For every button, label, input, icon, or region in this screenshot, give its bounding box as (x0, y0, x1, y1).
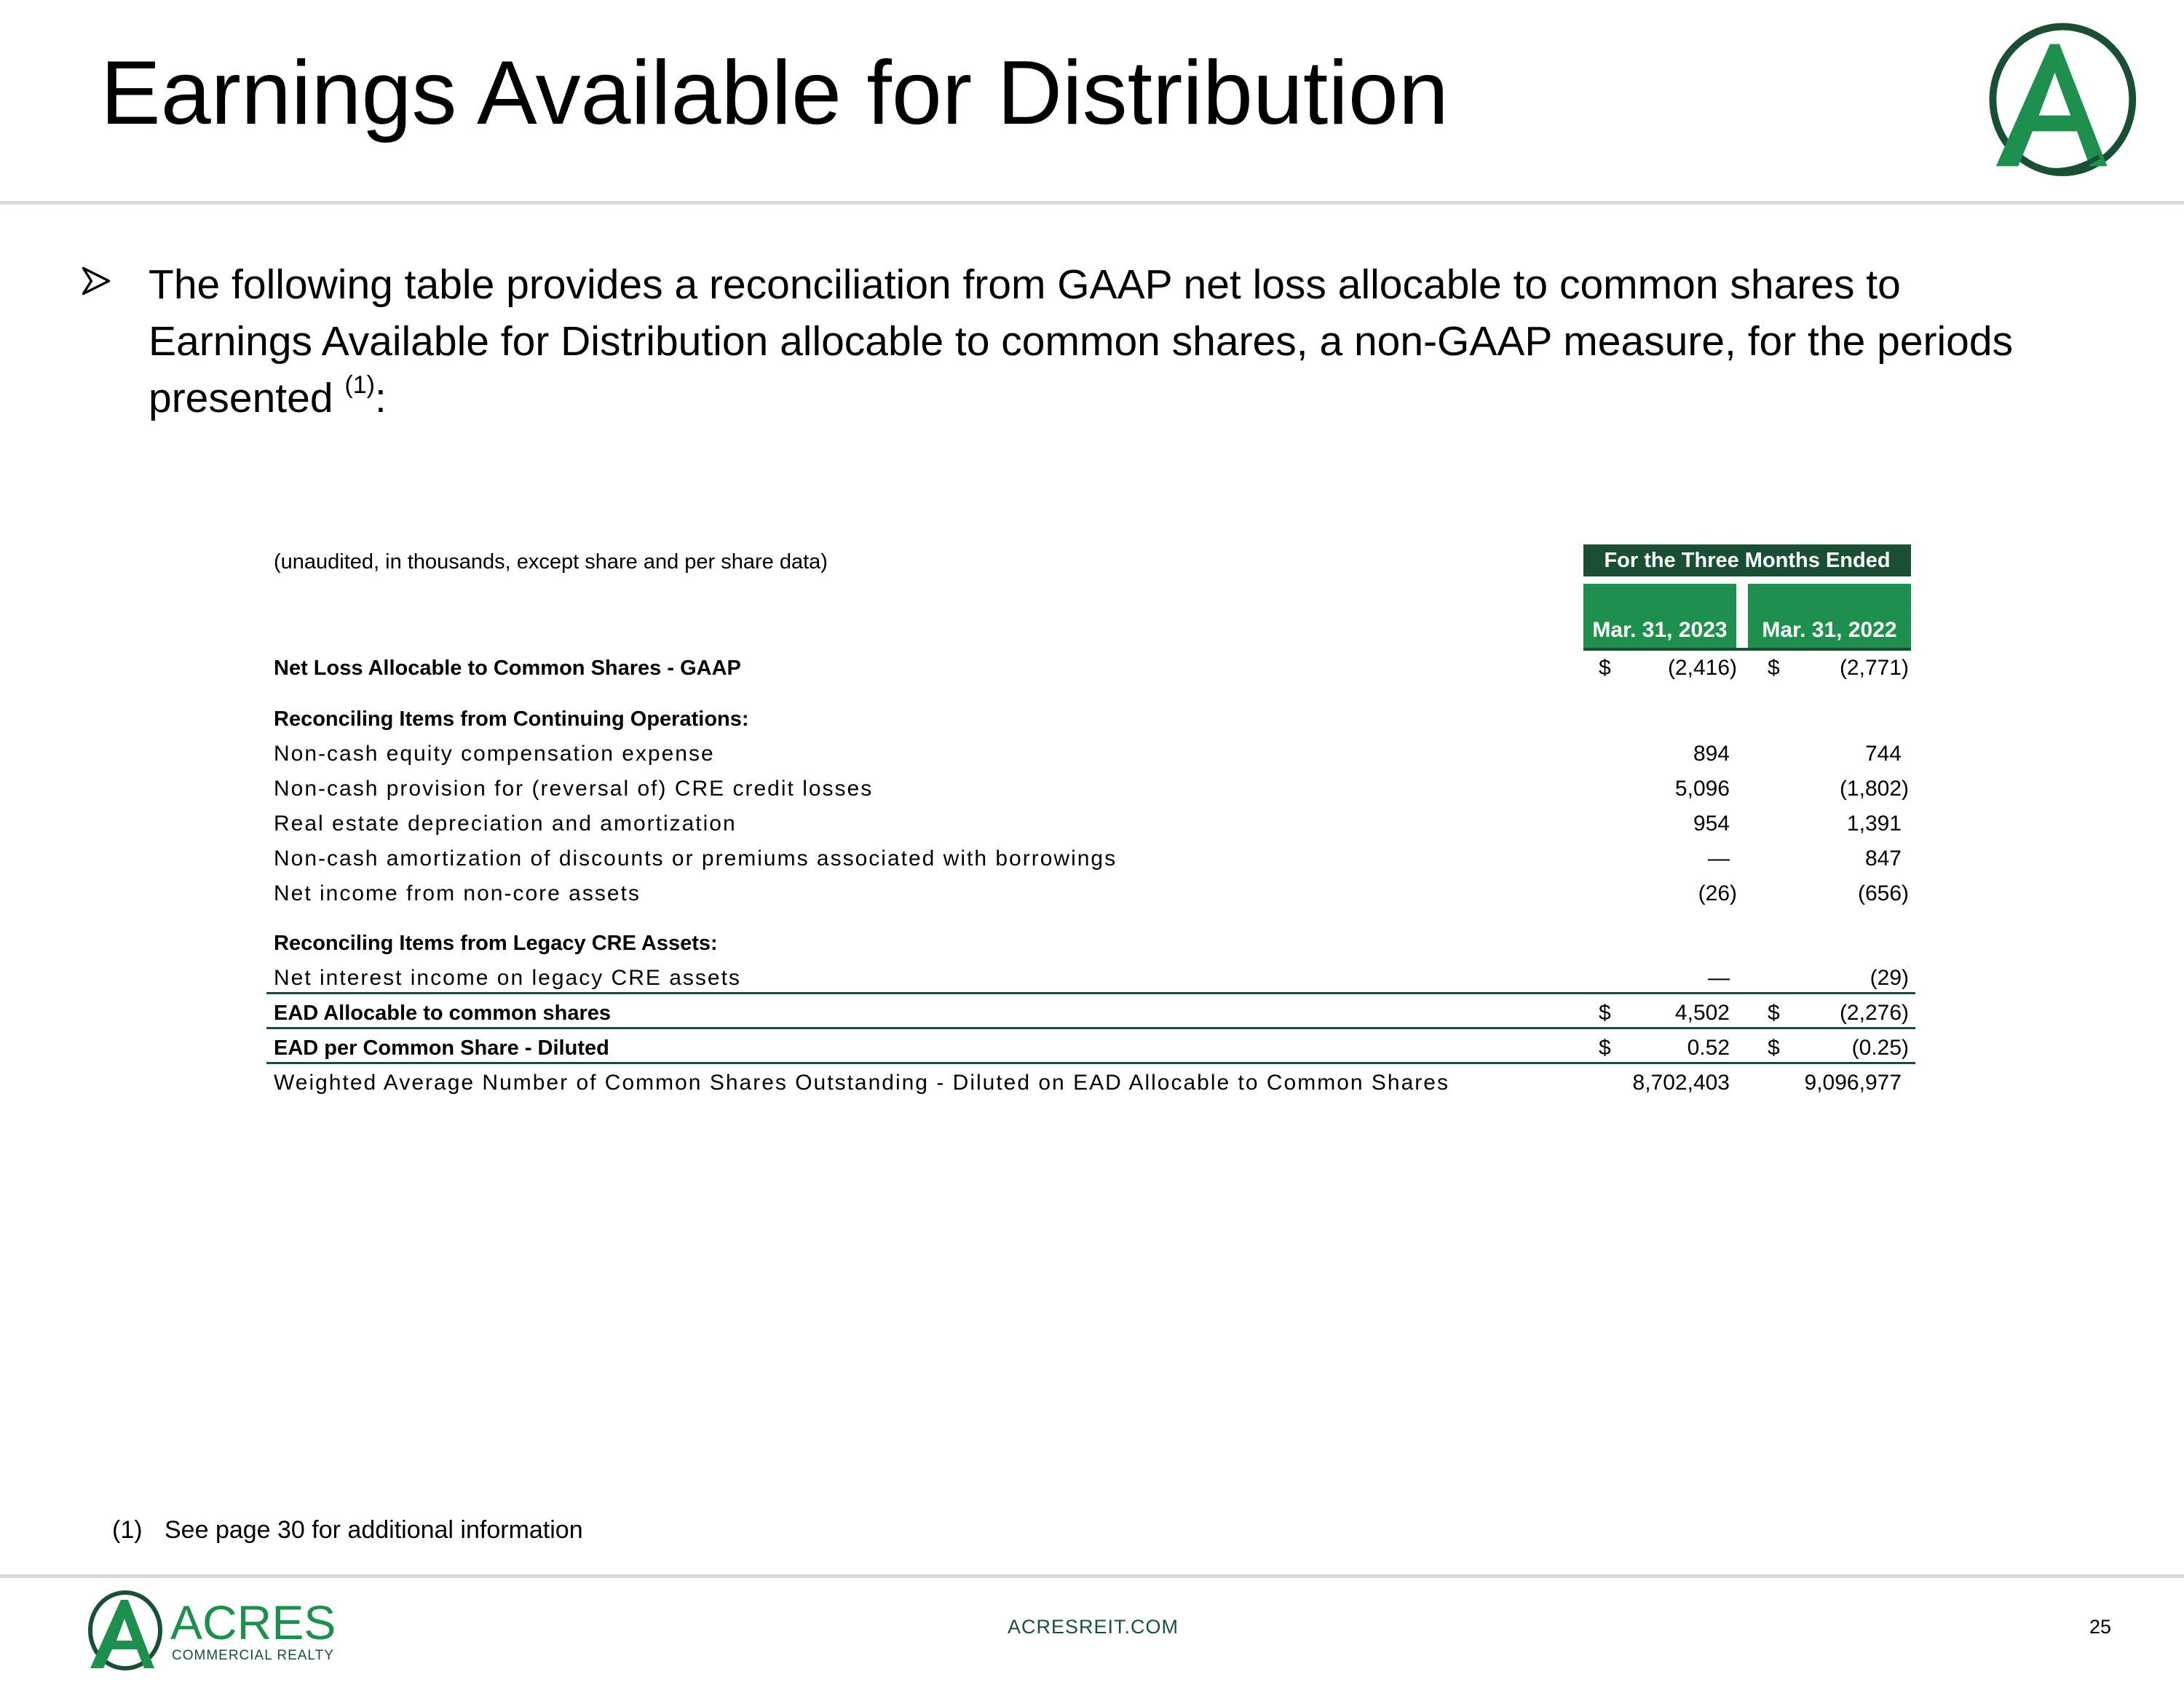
row-label-depreciation: Real estate depreciation and amortization (274, 812, 737, 836)
footer-brand: ACRES (170, 1595, 336, 1649)
table-caption: (unaudited, in thousands, except share and per share data) (274, 550, 828, 574)
value-2023: 4,502 (1674, 1001, 1730, 1025)
website-link[interactable]: ACRESREIT.COM (1008, 1616, 1179, 1638)
row-label-equity-comp: Non-cash equity compensation expense (274, 742, 715, 766)
footnote-number: (1) (112, 1516, 143, 1544)
period-header: For the Three Months Ended (1583, 544, 1911, 576)
value-2023: — (1708, 966, 1730, 990)
row-label-credit-losses: Non-cash provision for (reversal of) CRE credit losses (274, 777, 874, 801)
table-rule (266, 992, 1915, 994)
page-title: Earnings Available for Distribution (100, 43, 1449, 143)
value-2022: (29) (1870, 966, 1909, 990)
row-label-legacy-interest: Net interest income on legacy CRE assets (274, 966, 741, 990)
value-2022: (0.25) (1851, 1036, 1909, 1060)
value-2022: (1,802) (1839, 777, 1909, 801)
row-label-ead-per-share: EAD per Common Share - Diluted (274, 1036, 609, 1060)
currency-symbol: $ (1599, 1001, 1611, 1025)
footnote-text: See page 30 for additional information (165, 1516, 583, 1544)
table-rule (266, 1062, 1915, 1064)
value-2022: (656) (1857, 881, 1909, 905)
currency-symbol: $ (1599, 656, 1611, 680)
value-2023: 0.52 (1687, 1036, 1730, 1060)
header-underline (1583, 648, 1911, 651)
value-2022: 744 (1864, 742, 1902, 766)
footer-divider (0, 1574, 2184, 1578)
column-header-2023: Mar. 31, 2023 (1583, 584, 1736, 648)
intro-suffix: : (374, 375, 387, 421)
currency-symbol: $ (1768, 656, 1780, 680)
row-label-non-core: Net income from non-core assets (274, 881, 641, 905)
intro-body: The following table provides a reconciliation from GAAP net loss allocable to common shares to Earnings Available for Distribution allocable to common shares, a non-GAAP measure, for the periods presented (149, 261, 2014, 421)
footer-brand-sub: COMMERCIAL REALTY (172, 1648, 334, 1663)
value-2022: 847 (1864, 847, 1902, 871)
header-divider (0, 201, 2184, 205)
value-2023: — (1708, 847, 1730, 871)
value-2023: (26) (1698, 881, 1737, 905)
column-header-2022: Mar. 31, 2022 (1748, 584, 1911, 648)
currency-symbol: $ (1599, 1036, 1611, 1060)
arrow-bullet-icon (80, 265, 112, 297)
value-2022: (2,771) (1839, 656, 1909, 680)
value-2023: 954 (1693, 812, 1730, 836)
row-label-ead-allocable: EAD Allocable to common shares (274, 1002, 612, 1025)
row-label-weighted-average: Weighted Average Number of Common Shares Outstanding - Diluted on EAD Allocable to Common Shares (274, 1071, 1449, 1095)
value-2022: (2,276) (1839, 1001, 1909, 1025)
footer-logo (80, 1587, 349, 1674)
currency-symbol: $ (1768, 1001, 1780, 1025)
value-2023: 5,096 (1674, 777, 1730, 801)
ead-reconciliation-table (266, 539, 1919, 1121)
row-label-amortization-borrowings: Non-cash amortization of discounts or premiums associated with borrowings (274, 847, 1117, 871)
value-2022: 1,391 (1846, 812, 1902, 836)
intro-text (149, 256, 2041, 427)
footnote (112, 1515, 583, 1545)
value-2023: 8,702,403 (1632, 1071, 1730, 1095)
currency-symbol: $ (1768, 1036, 1780, 1060)
value-2023: (2,416) (1667, 656, 1737, 680)
acres-logo-icon (1980, 22, 2139, 181)
section-heading-legacy-cre: Reconciling Items from Legacy CRE Assets: (274, 932, 718, 955)
intro-footnote-ref: (1) (344, 371, 375, 399)
section-heading-continuing-ops: Reconciling Items from Continuing Operations: (274, 707, 749, 731)
page-number: 25 (2089, 1616, 2112, 1638)
table-rule (266, 1027, 1915, 1029)
row-label-net-loss: Net Loss Allocable to Common Shares - GAAP (274, 657, 741, 680)
acres-footer-logo-icon (80, 1587, 349, 1674)
value-2022: 9,096,977 (1804, 1071, 1902, 1095)
value-2023: 894 (1693, 742, 1730, 766)
